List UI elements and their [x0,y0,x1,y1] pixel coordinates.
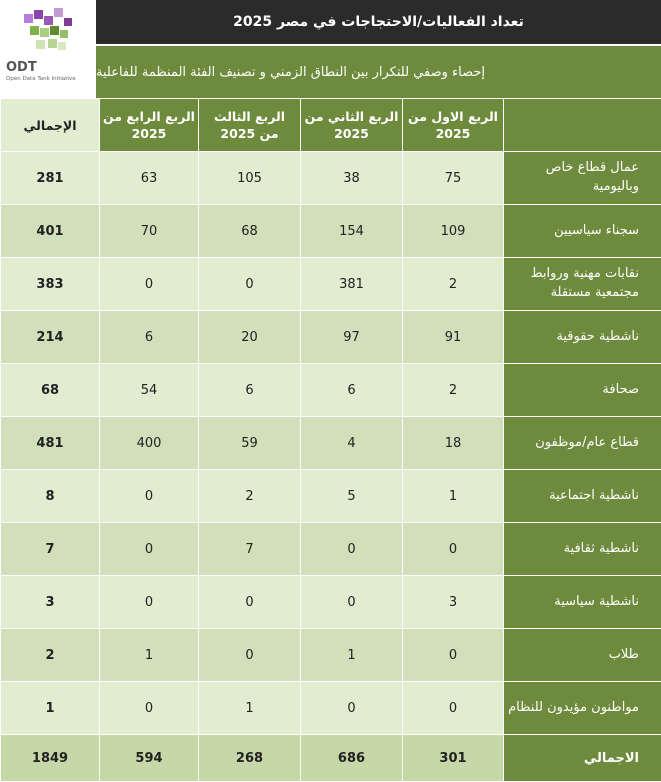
row-category [504,470,661,523]
category-line: ناشطية سياسية [554,594,639,609]
row-total: 7 [1,523,100,576]
row-q3: 68 [199,205,301,258]
category-line: وباليومية [593,179,639,194]
row-total: 8 [1,470,100,523]
category-line: مجتمعية مستقلة [551,285,639,300]
row-q4: 54 [100,364,199,417]
row-total: 383 [1,258,100,311]
header-category [504,99,661,152]
table-row [1,311,661,364]
row-total: 481 [1,417,100,470]
table-row [1,205,661,258]
category-line: صحافة [602,382,639,397]
row-q4: 0 [100,470,199,523]
table-row [1,523,661,576]
table-row [1,576,661,629]
footer-q4: 594 [100,735,199,782]
table-row [1,364,661,417]
row-total: 214 [1,311,100,364]
row-q1: 3 [403,576,504,629]
row-q1: 75 [403,152,504,205]
row-category [504,258,661,311]
row-q2: 381 [301,258,403,311]
table-row [1,152,661,205]
odt-cube-logo-icon [20,6,76,58]
page-subtitle: إحصاء وصفي للتكرار بين النطاق الزمني و تصنيف الفئة المنظمة للفاعلية [96,44,661,98]
footer-q1: 301 [403,735,504,782]
header-q4: الربع الرابع من 2025 [100,99,199,152]
category-line: قطاع عام/موظفون [535,435,639,450]
row-q3: 0 [199,576,301,629]
table-row [1,417,661,470]
grand-total: 1849 [1,735,100,782]
row-q3: 105 [199,152,301,205]
footer-total-row [1,735,661,782]
logo [0,0,96,98]
row-q2: 4 [301,417,403,470]
category-line: نقابات مهنية وروابط [531,266,639,281]
row-category [504,523,661,576]
table-row [1,470,661,523]
category-line: ناشطية اجتماعية [549,488,639,503]
row-q1: 2 [403,258,504,311]
row-q2: 5 [301,470,403,523]
row-category [504,576,661,629]
row-q1: 0 [403,523,504,576]
header-total: الإجمالي [1,99,100,152]
header-q3: الربع الثالث من 2025 [199,99,301,152]
category-line: ناشطية حقوقية [556,329,639,344]
row-q4: 70 [100,205,199,258]
row-q1: 109 [403,205,504,258]
row-category [504,205,661,258]
row-category [504,629,661,682]
row-q4: 0 [100,682,199,735]
row-q2: 97 [301,311,403,364]
row-total: 68 [1,364,100,417]
row-category [504,417,661,470]
row-total: 401 [1,205,100,258]
category-line: عمال قطاع خاص [546,160,639,175]
row-q3: 0 [199,258,301,311]
category-line: سجناء سياسيين [554,223,639,238]
row-q4: 63 [100,152,199,205]
table-row [1,258,661,311]
logo-name: ODT [6,60,37,75]
row-q2: 38 [301,152,403,205]
row-total: 2 [1,629,100,682]
page-title: تعداد الفعاليات/الاحتجاجات في مصر 2025 [96,0,661,44]
protests-table [0,98,661,782]
row-q3: 6 [199,364,301,417]
row-q2: 0 [301,523,403,576]
row-q1: 1 [403,470,504,523]
row-q3: 7 [199,523,301,576]
row-q2: 154 [301,205,403,258]
row-q4: 6 [100,311,199,364]
logo-tagline: Open Data Tank Initiative [6,76,76,82]
row-category [504,682,661,735]
header-row [1,99,661,152]
row-q3: 59 [199,417,301,470]
row-q4: 0 [100,258,199,311]
row-q1: 0 [403,629,504,682]
table-row [1,629,661,682]
row-q4: 0 [100,523,199,576]
header-q2: الربع الثاني من 2025 [301,99,403,152]
row-q3: 1 [199,682,301,735]
row-q2: 0 [301,682,403,735]
footer-q2: 686 [301,735,403,782]
row-category [504,311,661,364]
category-line: ناشطية ثقافية [564,541,639,556]
row-q2: 1 [301,629,403,682]
footer-q3: 268 [199,735,301,782]
footer-label: الاجمالي [504,735,661,782]
row-q3: 0 [199,629,301,682]
row-q1: 0 [403,682,504,735]
row-q2: 0 [301,576,403,629]
row-q1: 91 [403,311,504,364]
row-total: 281 [1,152,100,205]
row-q4: 0 [100,576,199,629]
row-q3: 2 [199,470,301,523]
row-category [504,364,661,417]
row-q1: 18 [403,417,504,470]
category-line: طلاب [609,647,639,662]
row-q4: 1 [100,629,199,682]
row-category [504,152,661,205]
table-row [1,682,661,735]
row-q4: 400 [100,417,199,470]
row-total: 1 [1,682,100,735]
row-q1: 2 [403,364,504,417]
header-q1: الربع الاول من 2025 [403,99,504,152]
row-q2: 6 [301,364,403,417]
row-q3: 20 [199,311,301,364]
category-line: مواطنون مؤيدون للنظام [508,700,639,715]
row-total: 3 [1,576,100,629]
